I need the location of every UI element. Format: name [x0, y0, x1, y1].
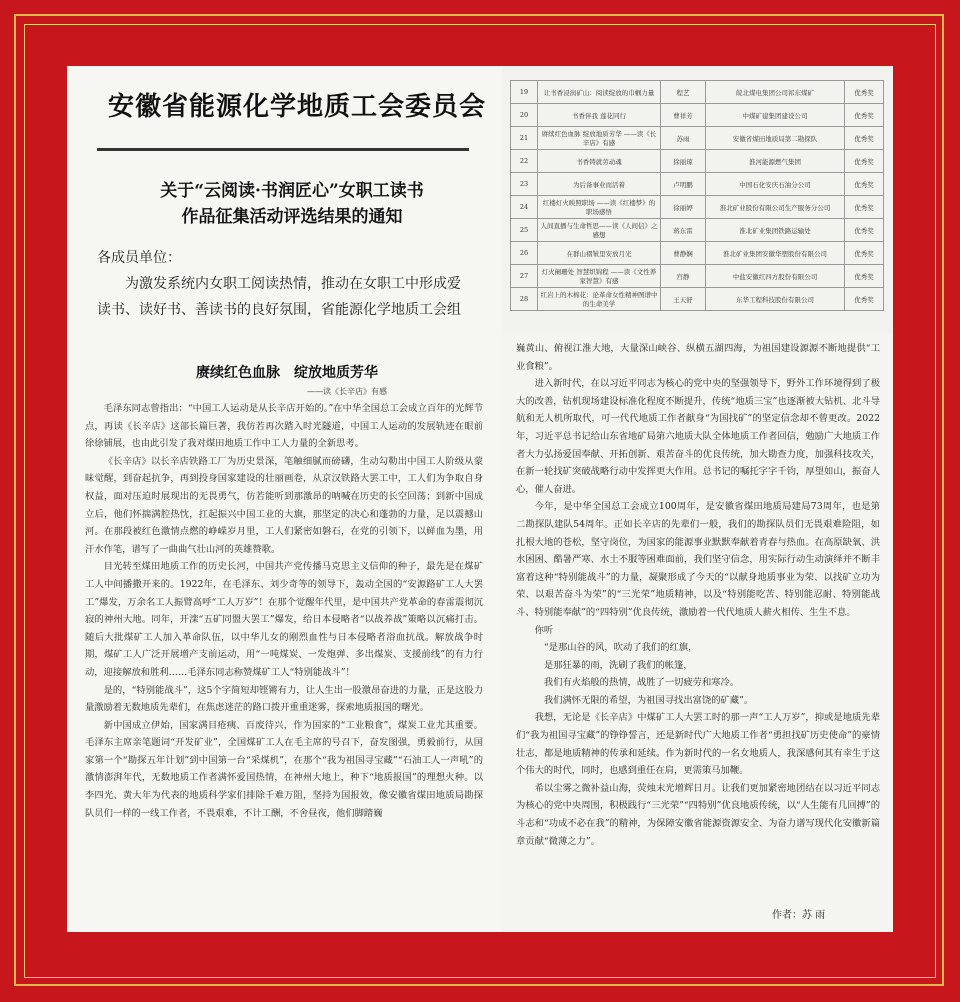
notice-header-page — [67, 66, 502, 334]
table-row — [511, 288, 884, 311]
table-cell: 人间直播与生命哲思——读《人间信》之感想 — [538, 219, 661, 242]
table-cell: 23 — [511, 173, 538, 196]
table-cell: 20 — [511, 104, 538, 127]
table-cell: 淮北矿业集团安徽华塑股份有限公司 — [706, 242, 845, 265]
table-cell: 徐丽婷 — [661, 196, 706, 219]
article-page-right — [502, 334, 893, 932]
article-paragraph: 是的，“特别能战斗”，这5个字简短却铿锵有力，让人生出一股激昂奋进的力量，正是这股力量激励着无数地质先辈们，在焦虑迷茫的路口拨开重重迷雾，探索地质报国的曙光。 — [85, 684, 483, 714]
table-cell: 26 — [511, 242, 538, 265]
table-cell: 优秀奖 — [845, 288, 884, 311]
table-cell: 曹静娴 — [661, 242, 706, 265]
article-subtitle: ——读《长辛店》有感 — [307, 387, 387, 396]
article-paragraph: 希以尘雾之微补益山海，荧烛末光增辉日月。让我们更加紧密地团结在以习近平同志为核心的党中央周围，积极践行“三光荣”“四特别”优良地质传统，以“人生能有几回搏”的斗志和“功成不必在我”的精神，为保障安徽省能源资源安全、为奋力谱写现代化安徽新篇章贡献“微薄之力”。 — [516, 782, 880, 847]
table-cell: 淮北矿业集团铁路运输处 — [706, 219, 845, 242]
table-cell: 优秀奖 — [845, 196, 884, 219]
table-row — [511, 150, 884, 173]
table-cell: 东华工程科技股份有限公司 — [706, 288, 845, 311]
table-cell: 书香伴我 莲花同行 — [538, 104, 661, 127]
article-paragraph: 进入新时代，在以习近平同志为核心的党中央的坚强领导下，野外工作环境得到了极大的改善，钻机现场建设标准化程度不断提升，传统“地质三宝”也逐渐被大钻机、北斗导航和无人机所取代，可一代代地质工作者献身“为国找矿”的坚定信念却不曾更改。2022年，习近平总书记给山东省地矿局第六地质大队全体地质工作者回信，勉励广大地质工作者大力弘扬爱国奉献、开拓创新、艰苦奋斗的优良传统，加大勘查力度，加强科技攻关，在新一轮找矿突破战略行动中发挥更大作用。总书记的嘱托字字千钧，厚望如山，振奋人心，催人奋进。 — [516, 378, 880, 495]
table-cell: 19 — [511, 81, 538, 104]
article-paragraph: 今年，是中华全国总工会成立100周年，是安徽省煤田地质局建局73周年，也是第二勘探队建队54周年。正如长辛店的先辈们一般，我们的勘探队员们无畏艰难险阻，如扎根大地的苍松，坚守岗位，为国家的能源事业默默奉献着青春与热血。在高原缺氧、洪水困困、酷暑严寒、水土不服等困难面前，我们坚守信念，用实际行动生动演绎并不断丰富着这种“特别能战斗”的力量，凝聚形成了今天的“以献身地质事业为荣、以找矿立功为荣、以艰苦奋斗为荣”的“三光荣”地质精神，以及“特别能吃苦、特别能忍耐、特别能战斗、特别能奉献”的“四特别”优良传统，激励着一代代地质人薪火相传、生生不息。 — [516, 501, 880, 618]
intro-line-1: 为激发系统内女职工阅读热情，推动在女职工中形成爱 — [125, 276, 461, 292]
table-row — [511, 196, 884, 219]
table-cell: 在群山褶皱里安放月光 — [538, 242, 661, 265]
intro-line-2: 读书、读好书、善读书的良好氛围，省能源化学地质工会组 — [97, 302, 461, 318]
table-row — [511, 127, 884, 150]
table-cell: 宫静 — [661, 265, 706, 288]
article-paragraph: 目光转至煤田地质工作的历史长河，中国共产党传播马克思主义信仰的种子，最先是在煤矿工人中间播撒开来的。1922年，在毛泽东、刘少奇等的领导下，轰动全国的“安源路矿工人大罢工”爆发，万余名工人振臂高呼“工人万岁”！在那个觉醒年代里，是中国共产党革命的春雷震彻沉寂的神州大地。同年，开滦“五矿同盟大罢工”爆发，给日本侵略者“以战养战”策略以沉痛打击。随后大批煤矿工人加入革命队伍，以中华儿女的刚烈血性与日本侵略者浴血抗战。解放战争时期，煤矿工人广泛开展增产支前运动，用“一吨煤炭、一发炮弹、多出煤炭、支援前线”的有力行动，迎接解放和胜利……毛泽东同志称赞煤矿工人“特别能战斗”！ — [85, 561, 483, 678]
table-cell: 蒋东雷 — [661, 219, 706, 242]
table-row — [511, 104, 884, 127]
article-title: 赓续红色血脉 绽放地质芳华 — [196, 365, 378, 381]
article-page-left — [67, 334, 502, 932]
table-cell: 卢明鹏 — [661, 173, 706, 196]
article-paragraph: 我想，无论是《长辛店》中煤矿工人大罢工时的那一声“工人万岁”，抑或是地质先辈们“我为祖国寻宝藏”的铮铮誓言，还是新时代广大地质工作者“勇担找矿历史使命”的豪情壮志，都是地质精神的传承和延续。作为新时代的一名女地质人，我深感何其有幸生于这个伟大的时代，同时，也感到重任在肩，更需策马加鞭。 — [516, 712, 880, 777]
table-cell: 22 — [511, 150, 538, 173]
table-cell: 淮河能源燃气集团 — [706, 150, 845, 173]
poem-line: 是那狂暴的雨，洗刷了我们的帐篷， — [543, 659, 693, 671]
table-cell: 中煤矿建集团建设公司 — [706, 104, 845, 127]
table-cell: 王天舒 — [661, 288, 706, 311]
table-cell: 皖北煤电集团公司祁东煤矿 — [706, 81, 845, 104]
article-body-left — [85, 400, 483, 822]
table-cell: 28 — [511, 288, 538, 311]
table-row — [511, 81, 884, 104]
article-paragraph: 你听 — [534, 624, 554, 636]
table-cell: 优秀奖 — [845, 173, 884, 196]
notice-title-line-1: 关于“云阅读·书润匠心”女职工读书 — [160, 181, 424, 201]
table-cell: 优秀奖 — [845, 242, 884, 265]
table-cell: 淮北矿业股份有限公司生产服务分公司 — [706, 196, 845, 219]
notice-title — [107, 178, 477, 230]
table-row — [511, 173, 884, 196]
table-cell: 程艺 — [661, 81, 706, 104]
table-cell: 中国石化安庆石油分公司 — [706, 173, 845, 196]
table-cell: 红岩上的木棉花：论革命女性精神图谱中的生命美学 — [538, 288, 661, 311]
poem-line: 我们满怀无限的希望，为祖国寻找出富饶的矿藏”。 — [543, 694, 754, 706]
poem-line: “是那山谷的风，吹动了我们的红旗， — [543, 642, 698, 654]
table-row — [511, 265, 884, 288]
table-cell: 曹祥芳 — [661, 104, 706, 127]
table-cell: 优秀奖 — [845, 265, 884, 288]
article-paragraph: 新中国成立伊始，国家满目疮痍、百废待兴，作为国家的“工业粮食”，煤炭工业尤其重要。毛泽东主席亲笔题词“开发矿业”，全国煤矿工人在毛主席的号召下，奋发图强，勇毅前行，从国家第一个“勘探五年计划”到中国第一台“采煤机”，在那个“我为祖国寻宝藏”“石油工人一声吼”的激情澎湃年代，无数地质工作者满怀爱国热情，在神州大地上，种下“地质报国”的理想火种。以李四光、黄大年为代表的地质科学家们排除千难万阻，坚持为国报效，像安徽省煤田地质局勘探队员们一样的一线工作者，不畏艰难，不计工酬，不舍昼夜，他们脚踏巍 — [85, 719, 483, 819]
article-paragraph: 毛泽东同志曾指出：“中国工人运动是从长辛店开始的。”在中华全国总工会成立百年的光辉节点，再读《长辛店》这部长篇巨著，我仿若再次踏入时光隧道，中国工人运动的发展轨迹在眼前徐徐铺展，也由此引发了我对煤田地质工作中工人力量的全新思考。 — [85, 403, 483, 450]
salutation: 各成员单位： — [97, 250, 181, 266]
table-cell: 优秀奖 — [845, 150, 884, 173]
table-cell: 25 — [511, 219, 538, 242]
table-cell: 赓续红色血脉 绽放地质芳华 ——读《长辛店》有感 — [538, 127, 661, 150]
table-cell: 优秀奖 — [845, 81, 884, 104]
header-divider — [97, 148, 469, 151]
table-cell: 中盐安徽红四方股份有限公司 — [706, 265, 845, 288]
table-cell: 红楼灯火映照职场 ——读《红楼梦》的职场感悟 — [538, 196, 661, 219]
table-cell: 书香铸就劳动魂 — [538, 150, 661, 173]
table-cell: 优秀奖 — [845, 219, 884, 242]
awards-table — [510, 80, 884, 311]
table-cell: 24 — [511, 196, 538, 219]
poem-line: 我们有火焰般的热情，战胜了一切疲劳和寒冷。 — [543, 677, 740, 689]
table-cell: 徐丽琼 — [661, 150, 706, 173]
table-cell: 让书香浸润矿山：阅读绽放的巾帼力量 — [538, 81, 661, 104]
article-author: 作者：苏 雨 — [772, 910, 826, 921]
table-cell: 苏雨 — [661, 127, 706, 150]
org-title: 安徽省能源化学地质工会委员会 — [107, 92, 486, 122]
article-paragraph: 《长辛店》以长辛店铁路工厂为历史景深，笔触细腻而磅礴，生动勾勒出中国工人阶级从蒙昧觉醒，到奋起抗争，再到投身国家建设的壮丽画卷，从京汉铁路大罢工中，工人们为争取自身权益，面对压迫时展现出的无畏勇气，仿若能听到那激昂的呐喊在历史的长空回荡；到新中国成立后，他们怀揣满腔热忱，扛起振兴中国工业的大旗，那坚定的决心和蓬勃的力量，足以震撼山河。在那段被红色激情点燃的峥嵘岁月里，工人们紧密如磐石，在党的引领下，以鲜血为墨，用汗水作笔，谱写了一曲曲气壮山河的英雄赞歌。 — [85, 455, 483, 555]
table-cell: 27 — [511, 265, 538, 288]
notice-title-line-2: 作品征集活动评选结果的通知 — [181, 207, 403, 227]
table-cell: 21 — [511, 127, 538, 150]
article-body-right — [516, 340, 880, 850]
table-row — [511, 242, 884, 265]
table-cell: 优秀奖 — [845, 104, 884, 127]
table-cell: 为后备事业而活着 — [538, 173, 661, 196]
awards-table-page — [502, 66, 893, 334]
table-cell: 灯火阑珊处 智慧织锦程 ——读《文性养家智慧》有感 — [538, 265, 661, 288]
table-row — [511, 219, 884, 242]
table-cell: 安徽省煤田地质局第二勘探队 — [706, 127, 845, 150]
table-cell: 优秀奖 — [845, 127, 884, 150]
article-paragraph: 巍黄山、俯视江淮大地，大量深山峡谷、纵横五湖四海，为祖国建设源源不断地提供“工业食粮”。 — [516, 343, 880, 372]
